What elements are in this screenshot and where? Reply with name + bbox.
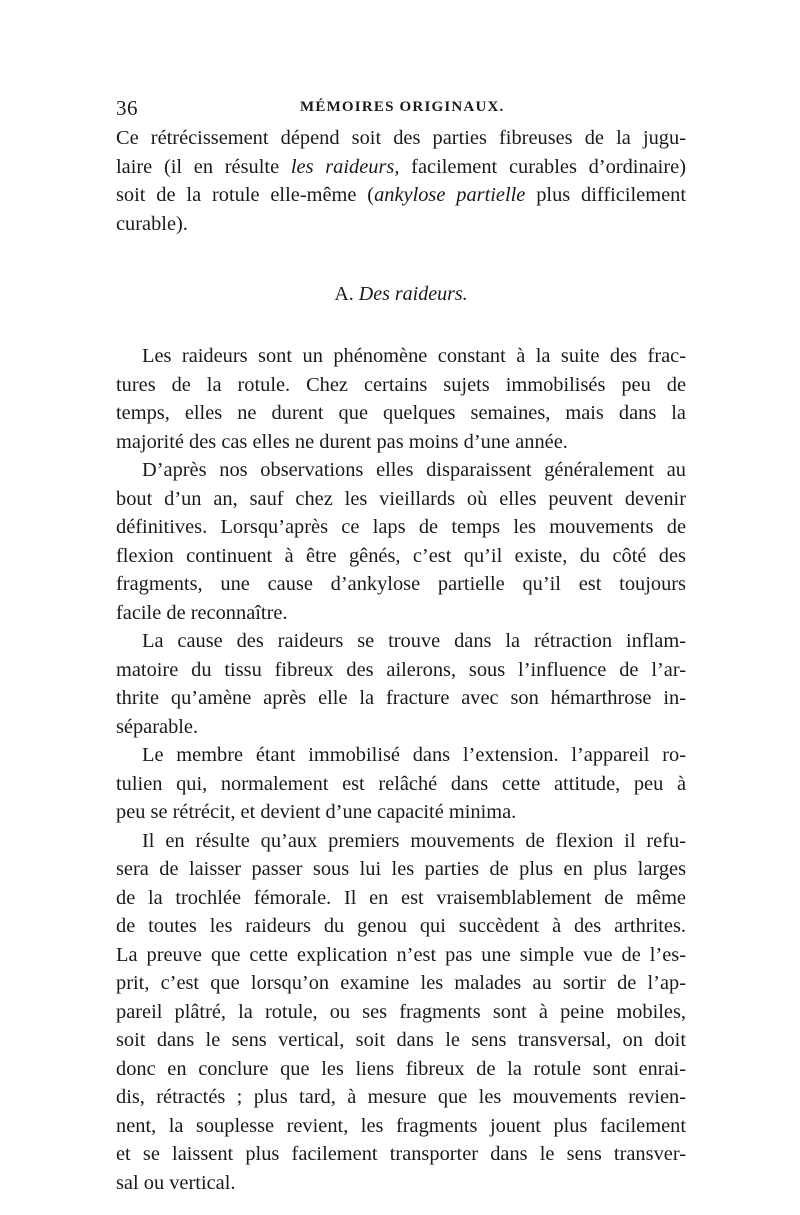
- text-line: D’après nos observations elles disparaissent généralement au: [142, 459, 686, 481]
- text-line: dis, rétractés ; plus tard, à mesure que les mouvements revien-: [116, 1086, 686, 1108]
- running-title: MÉMOIRES ORIGINAUX.: [300, 99, 505, 115]
- text-line: Il en résulte qu’aux premiers mouvements de flexion il refu-: [142, 829, 686, 852]
- text-segment: facilement curables d’ordinaire): [399, 155, 686, 178]
- text-line: tures de la rotule. Chez certains sujets immobilisés peu de: [116, 373, 686, 396]
- text-segment: plus difficilement: [525, 184, 686, 206]
- intro-paragraph: [116, 124, 686, 238]
- text-line: temps, elles ne durent que quelques semaines, mais dans la: [116, 402, 686, 424]
- italic-term: les raideurs,: [290, 155, 400, 178]
- text-line: facile de reconnaître.: [116, 601, 288, 624]
- text-line: prit, c’est que lorsqu’on examine les malades au sortir de l’ap-: [116, 972, 686, 994]
- body-text: [116, 342, 686, 1197]
- paragraph: [116, 342, 686, 456]
- italic-term: ankylose partielle: [374, 184, 526, 206]
- running-header: [116, 96, 686, 124]
- text-line: sal ou vertical.: [116, 1171, 236, 1194]
- text-line: matoire du tissu fibreux des ailerons, sous l’influence de l’ar-: [116, 658, 686, 681]
- text-line: pareil plâtré, la rotule, ou ses fragments sont à peine mobiles,: [116, 1000, 686, 1023]
- text-line: de toutes les raideurs du genou qui succèdent à des arthrites.: [116, 915, 686, 937]
- text-line: bout d’un an, sauf chez les vieillards où elles peuvent devenir: [116, 487, 686, 510]
- text-line: séparable.: [116, 715, 199, 738]
- text-line: soit dans le sens vertical, soit dans le sens transversal, on doit: [116, 1029, 686, 1051]
- text-line: [116, 153, 686, 182]
- section-letter: A.: [334, 283, 354, 305]
- text-segment: soit de la rotule elle-même (: [116, 184, 375, 206]
- text-line: thrite qu’amène après elle la fracture avec son hémarthrose in-: [116, 687, 686, 709]
- text-line: Les raideurs sont un phénomène constant à la suite des frac-: [142, 345, 686, 367]
- text-line: Ce rétrécissement dépend soit des parties fibreuses de la jugu-: [116, 127, 686, 149]
- text-line: nent, la souplesse revient, les fragments jouent plus facilement: [116, 1114, 686, 1137]
- text-line: et se laissent plus facilement transporter dans le sens transver-: [116, 1143, 686, 1165]
- text-line: La preuve que cette explication n’est pas une simple vue de l’es-: [116, 943, 686, 966]
- paragraph: [116, 741, 686, 827]
- text-line: fragments, une cause d’ankylose partielle qu’il est toujours: [116, 573, 686, 595]
- text-line: donc en conclure que les liens fibreux de la rotule sont enrai-: [116, 1057, 686, 1080]
- text-line: peu se rétrécit, et devient d’une capacité minima.: [116, 801, 517, 823]
- text-line: Le membre étant immobilisé dans l’extension. l’appareil ro-: [142, 744, 686, 766]
- text-line: sera de laisser passer sous lui les parties de plus en plus larges: [116, 858, 686, 880]
- page-number: 36: [116, 96, 138, 120]
- paragraph: [116, 456, 686, 627]
- text-line: [116, 181, 686, 210]
- paragraph: [116, 827, 686, 1198]
- section-heading: [116, 280, 686, 308]
- text-segment: laire (il en résulte: [116, 155, 291, 178]
- text-line: flexion continuent à être gênés, c’est qu’il existe, du côté des: [116, 544, 686, 567]
- text-line: La cause des raideurs se trouve dans la rétraction inflam-: [142, 630, 686, 652]
- text-line: tulien qui, normalement est relâché dans cette attitude, peu à: [116, 772, 686, 795]
- text-line: de la trochlée fémorale. Il en est vraisemblablement de même: [116, 886, 686, 909]
- text-line: définitives. Lorsqu’après ce laps de temps les mouvements de: [116, 516, 686, 538]
- text-line: curable).: [116, 212, 188, 235]
- text-line: majorité des cas elles ne durent pas moins d’une année.: [116, 430, 568, 453]
- section-title: Des raideurs.: [358, 283, 468, 305]
- paragraph: [116, 627, 686, 741]
- document-page: [116, 96, 686, 1197]
